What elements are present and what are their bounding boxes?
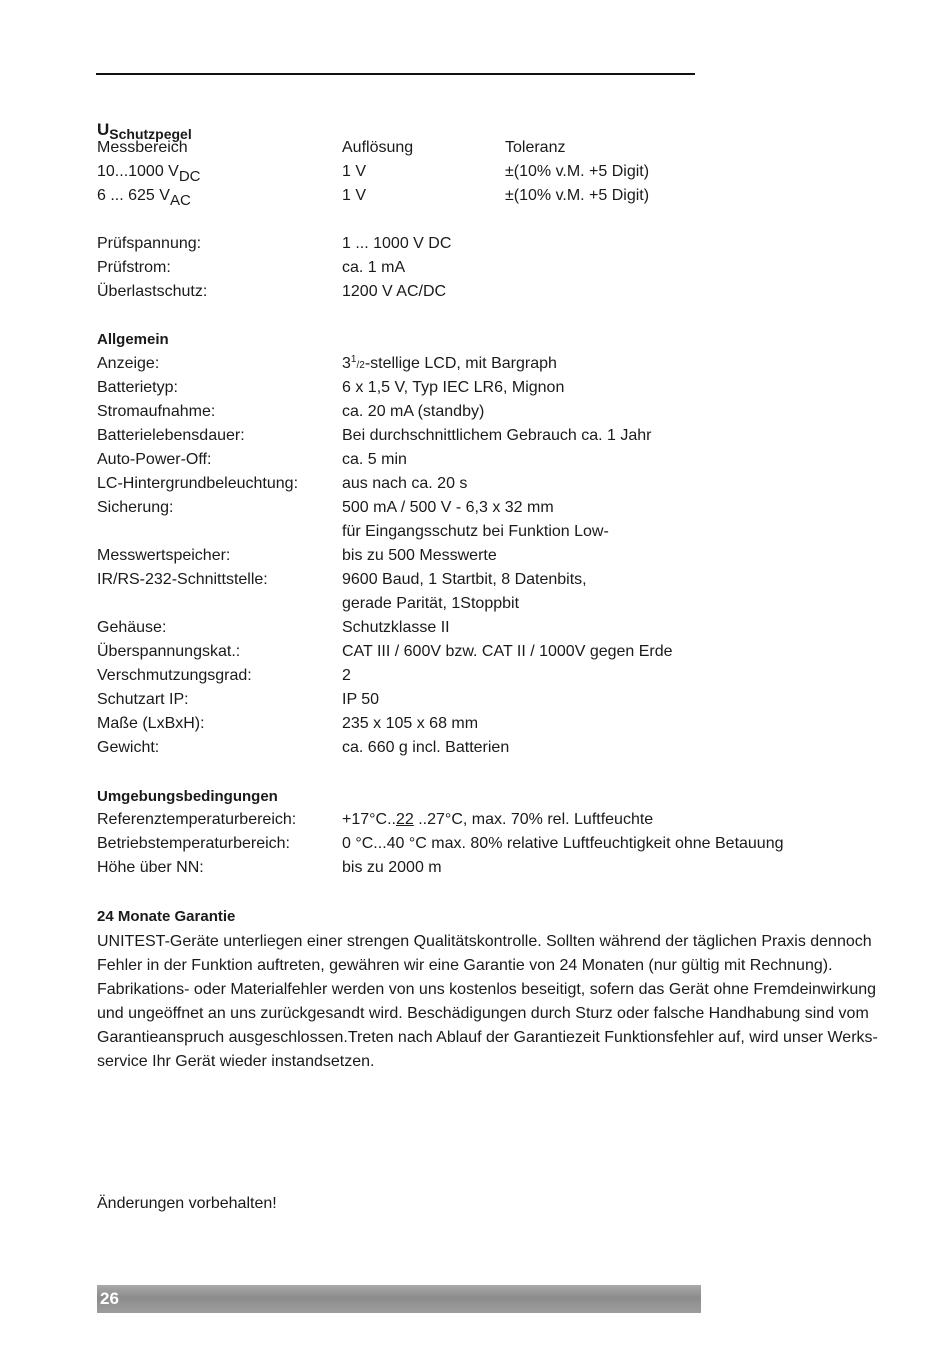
top-rule <box>96 73 695 75</box>
footer-bar <box>97 1285 701 1313</box>
page-number: 26 <box>100 1289 119 1308</box>
garantie-paragraph: UNITEST-Geräte unterliegen einer strengen Qualitätskontrolle. Sollten während der täglichen Praxis dennoch Fehler in der Funktion auftreten, gewähren wir eine Garantie von 24 Monaten (nur gültig mit Rechnung). Fabrikations- oder Materialfehler werden von uns kostenlos beseitigt, sofern das Gerät ohne Fremdeinwirkung und ungeöffnet an uns zurückgesandt wird. Beschädigungen durch Sturz oder falsche Handhabung sind vom Garantieanspruch ausgeschlossen.Treten nach Ablauf der Garantiezeit Funktionsfehler auf, wird unser Werks- service Ihr Gerät wieder instandsetzen. <box>97 933 878 1070</box>
header-toleranz: Toleranz <box>505 139 566 156</box>
header-messbereich: Messbereich <box>97 139 188 156</box>
header-aufloesung: Auflösung <box>342 139 414 156</box>
